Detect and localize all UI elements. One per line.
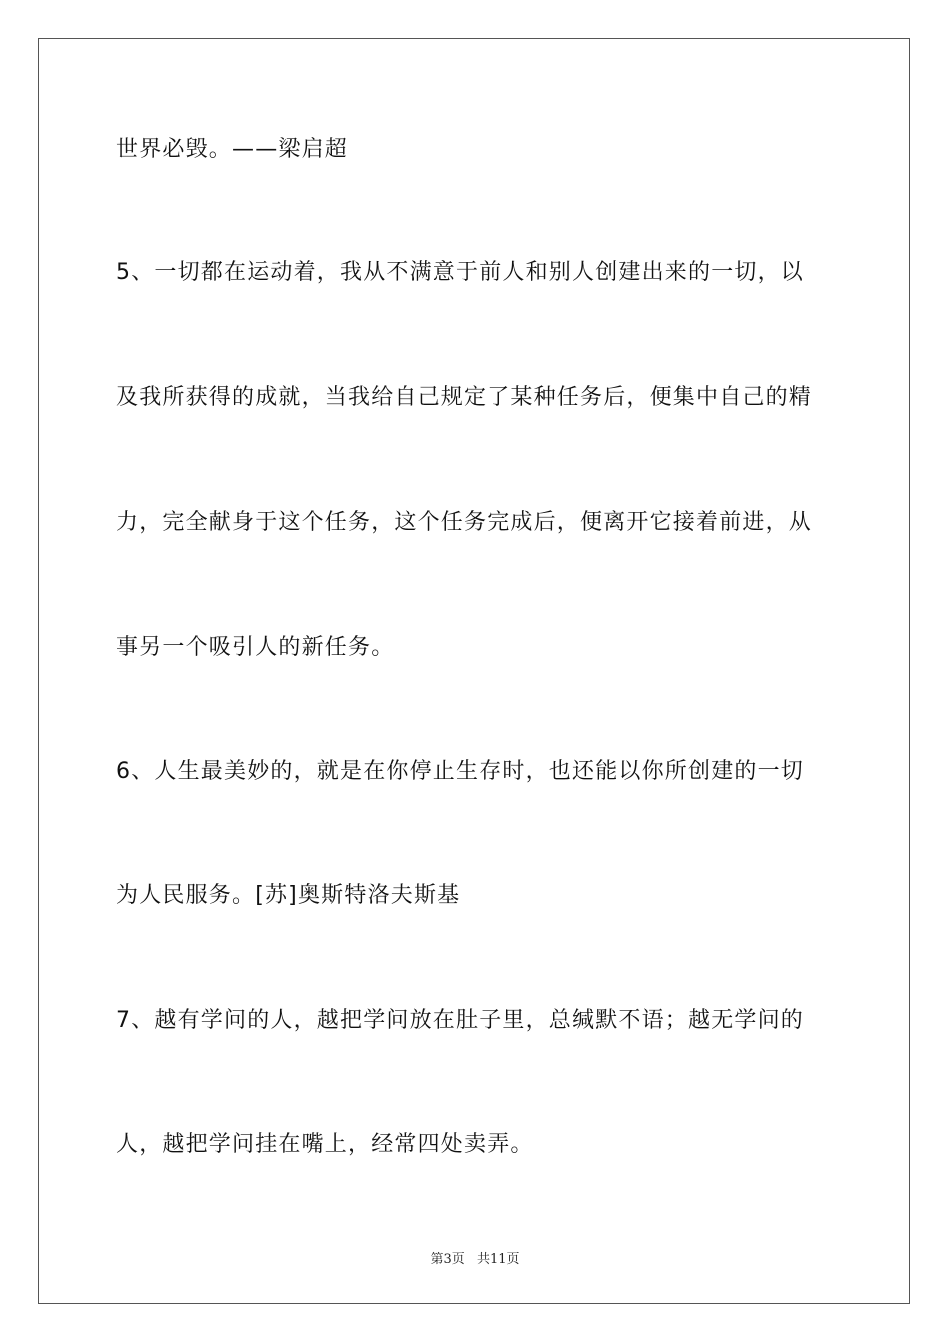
text-line-2: 5、一切都在运动着，我从不满意于前人和别人创建出来的一切，以	[116, 260, 804, 285]
text-line-9: 人，越把学问挂在嘴上，经常四处卖弄。	[116, 1132, 534, 1157]
text-line-8: 7、越有学问的人，越把学问放在肚子里，总缄默不语；越无学问的	[116, 1008, 804, 1033]
text-line-6: 6、人生最美妙的，就是在你停止生存时，也还能以你所创建的一切	[116, 759, 804, 784]
text-line-5: 事另一个吸引人的新任务。	[116, 635, 395, 660]
text-line-4: 力，完全献身于这个任务，这个任务完成后，便离开它接着前进，从	[116, 510, 813, 535]
text-line-1: 世界必毁。——梁启超	[116, 137, 349, 162]
text-line-3: 及我所获得的成就，当我给自己规定了某种任务后，便集中自己的精	[116, 385, 813, 410]
page-footer	[0, 1248, 950, 1267]
text-line-7: 为人民服务。[苏]奥斯特洛夫斯基	[116, 883, 461, 908]
page-border	[38, 38, 910, 1304]
page-number: 第3页	[430, 1252, 465, 1267]
page-total: 共11页	[476, 1252, 520, 1267]
